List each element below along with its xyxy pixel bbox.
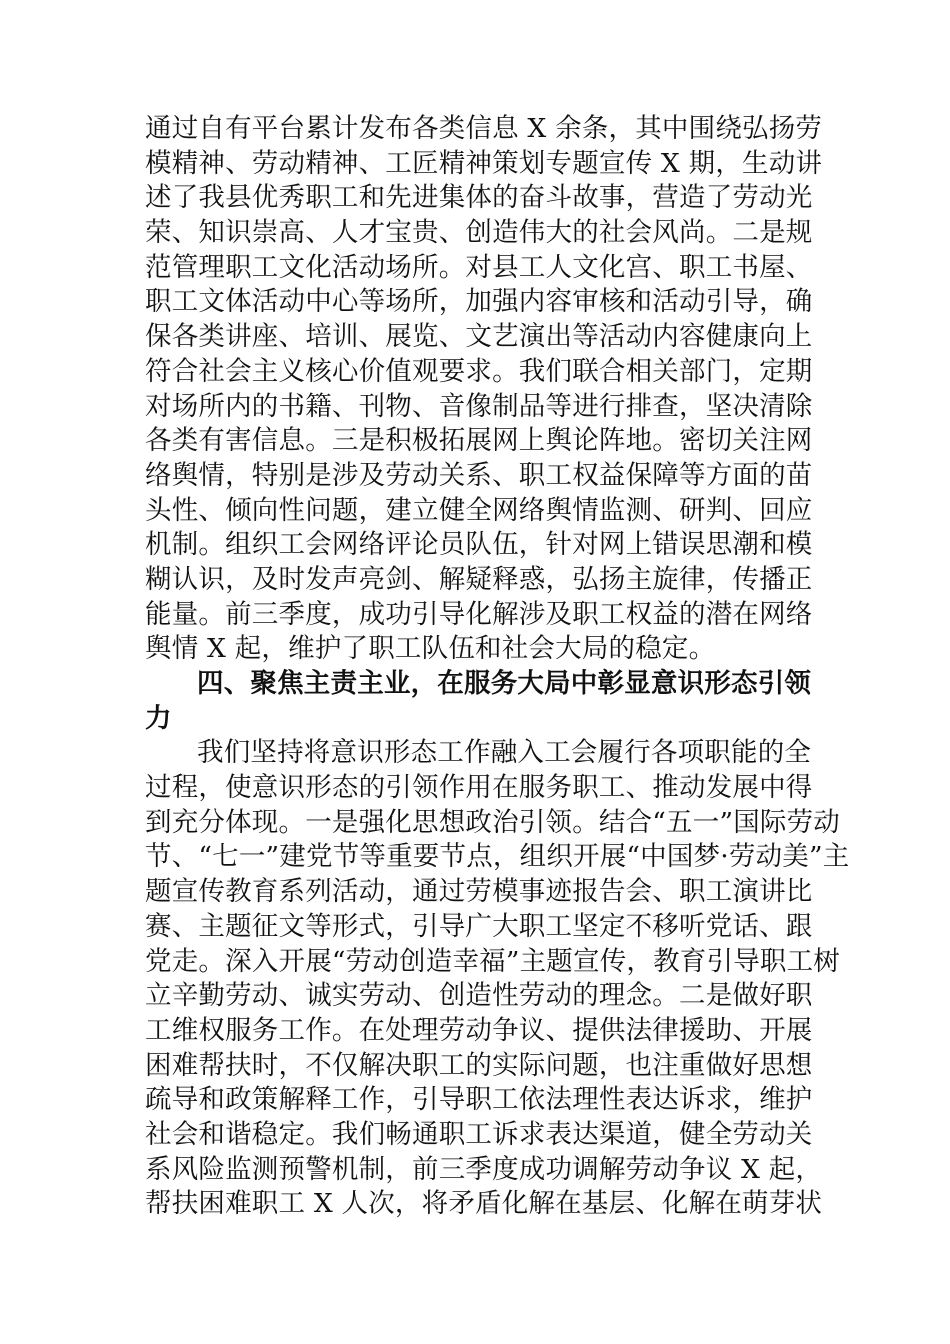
- text-line: 立辛勤劳动、诚实劳动、创造性劳动的理念。二是做好职: [145, 980, 813, 1012]
- text-line: 各类有害信息。三是积极拓展网上舆论阵地。密切关注网: [145, 425, 813, 457]
- text-line: 困难帮扶时，不仅解决职工的实际问题，也注重做好思想: [145, 1049, 813, 1081]
- text-line: 机制。组织工会网络评论员队伍，针对网上错误思潮和模: [145, 529, 813, 561]
- text-line: 述了我县优秀职工和先进集体的奋斗故事，营造了劳动光: [145, 182, 813, 214]
- text-line: 题宣传教育系列活动，通过劳模事迹报告会、职工演讲比: [145, 876, 813, 908]
- text-line: 能量。前三季度，成功引导化解涉及职工权益的潜在网络: [145, 598, 813, 630]
- text-line: 帮扶困难职工 X 人次，将矛盾化解在基层、化解在萌芽状: [145, 1188, 823, 1220]
- text-line: 疏导和政策解释工作，引导职工依法理性表达诉求，维护: [145, 1084, 813, 1116]
- text-line: 络舆情，特别是涉及劳动关系、职工权益保障等方面的苗: [145, 459, 813, 491]
- text-line: 舆情 X 起，维护了职工队伍和社会大局的稳定。: [145, 633, 716, 665]
- text-line: 模精神、劳动精神、工匠精神策划专题宣传 X 期，生动讲: [145, 147, 823, 179]
- text-line: 节、“七一”建党节等重要节点，组织开展“中国梦·劳动美”主: [145, 841, 850, 873]
- text-line: 符合社会主义核心价值观要求。我们联合相关部门，定期: [145, 355, 813, 387]
- text-line: 保各类讲座、培训、展览、文艺演出等活动内容健康向上: [145, 321, 813, 353]
- text-line: 系风险监测预警机制，前三季度成功调解劳动争议 X 起，: [145, 1153, 823, 1185]
- text-line: 糊认识，及时发声亮剑、解疑释惑，弘扬主旋律，传播正: [145, 563, 813, 595]
- section-heading: 四、聚焦主责主业，在服务大局中彰显意识形态引领: [197, 668, 812, 699]
- text-line: 党走。深入开展“劳动创造幸福”主题宣传，教育引导职工树: [145, 945, 840, 977]
- text-line: 社会和谐稳定。我们畅通职工诉求表达渠道，健全劳动关: [145, 1118, 813, 1150]
- document-body: [145, 112, 850, 1222]
- section-heading-continuation: 力: [145, 702, 172, 734]
- text-line: 工维权服务工作。在处理劳动争议、提供法律援助、开展: [145, 1014, 813, 1046]
- paragraph-first-line: 我们坚持将意识形态工作融入工会履行各项职能的全: [197, 737, 812, 769]
- text-line: 范管理职工文化活动场所。对县工人文化宫、职工书屋、: [145, 251, 813, 283]
- text-line: 到充分体现。一是强化思想政治引领。结合“五一”国际劳动: [145, 806, 840, 838]
- text-line: 职工文体活动中心等场所，加强内容审核和活动引导，确: [145, 286, 813, 318]
- text-line: 赛、主题征文等形式，引导广大职工坚定不移听党话、跟: [145, 910, 813, 942]
- text-line: 通过自有平台累计发布各类信息 X 余条，其中围绕弘扬劳: [145, 113, 823, 144]
- text-line: 荣、知识崇高、人才宝贵、创造伟大的社会风尚。二是规: [145, 217, 813, 249]
- text-line: 头性、倾向性问题，建立健全网络舆情监测、研判、回应: [145, 494, 813, 526]
- text-line: 过程，使意识形态的引领作用在服务职工、推动发展中得: [145, 772, 813, 804]
- text-line: 对场所内的书籍、刊物、音像制品等进行排查，坚决清除: [145, 390, 813, 422]
